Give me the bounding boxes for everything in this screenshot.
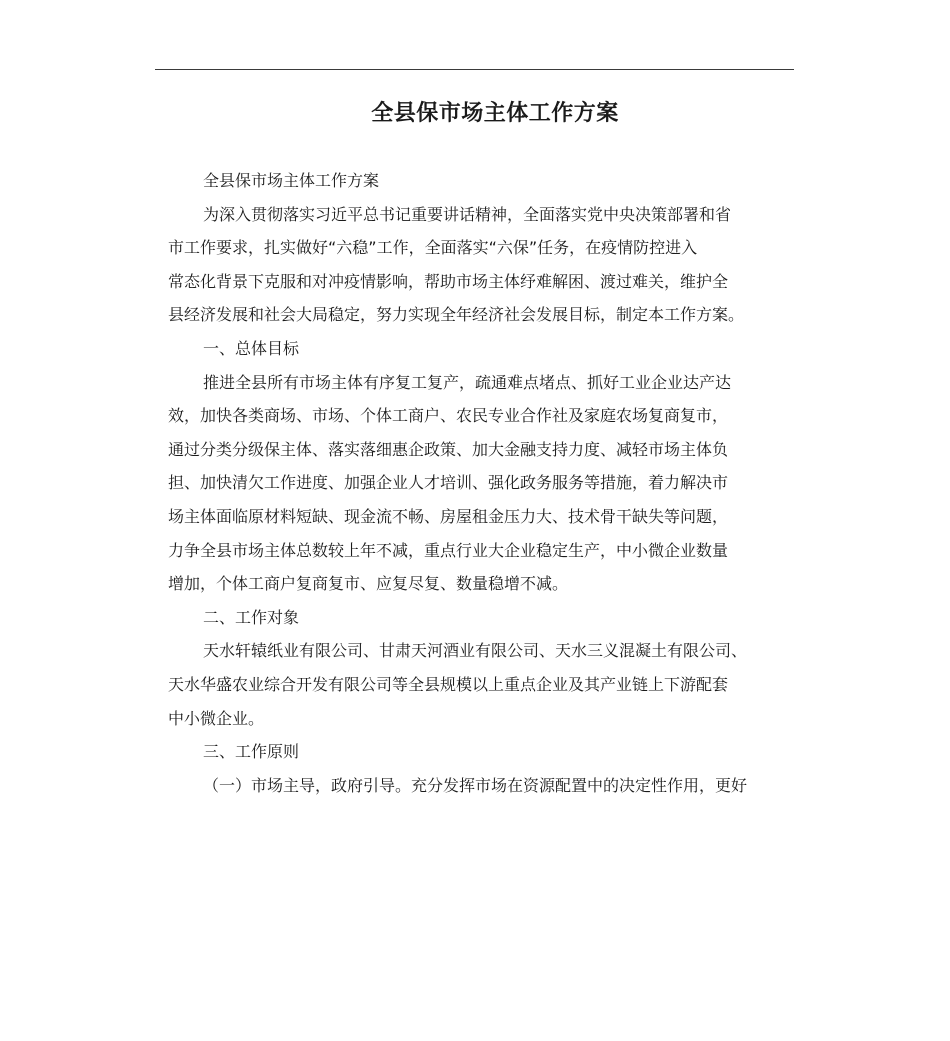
text-line: 推进全县所有市场主体有序复工复产，疏通难点堵点、抓好工业企业达产达 bbox=[203, 372, 732, 392]
text-line: 常态化背景下克服和对冲疫情影响，帮助市场主体纾难解困、渡过难关，维护全 bbox=[168, 271, 729, 291]
text-line: 力争全县市场主体总数较上年不减，重点行业大企业稳定生产，中小微企业数量 bbox=[168, 540, 729, 560]
text-line: 三、工作原则 bbox=[203, 742, 300, 762]
text-line: 担、加快清欠工作进度、加强企业人才培训、强化政务服务等措施，着力解决市 bbox=[168, 473, 729, 493]
text-line: 增加，个体工商户复商复市、应复尽复、数量稳增不减。 bbox=[168, 574, 569, 594]
document-title: 全县保市场主体工作方案 bbox=[371, 101, 619, 126]
text-line: 场主体面临原材料短缺、现金流不畅、房屋租金压力大、技术骨干缺失等问题， bbox=[168, 506, 729, 526]
text-line: 全县保市场主体工作方案 bbox=[203, 171, 380, 190]
text-line: 市工作要求，扎实做好“六稳”工作，全面落实“六保”任务，在疫情防控进入 bbox=[168, 238, 698, 258]
text-line: 效，加快各类商场、市场、个体工商户、农民专业合作社及家庭农场复商复市， bbox=[168, 406, 729, 426]
header-rule bbox=[155, 69, 794, 70]
text-line: 一、总体目标 bbox=[203, 338, 300, 358]
text-line: （一）市场主导，政府引导。充分发挥市场在资源配置中的决定性作用，更好 bbox=[203, 775, 748, 795]
text-line: 通过分类分级保主体、落实落细惠企政策、加大金融支持力度、减轻市场主体负 bbox=[168, 439, 729, 459]
text-line: 为深入贯彻落实习近平总书记重要讲话精神，全面落实党中央决策部署和省 bbox=[203, 204, 732, 224]
text-line: 天水华盛农业综合开发有限公司等全县规模以上重点企业及其产业链上下游配套 bbox=[168, 674, 729, 694]
document-body bbox=[168, 164, 796, 802]
text-line: 中小微企业。 bbox=[168, 708, 265, 728]
text-line: 二、工作对象 bbox=[203, 607, 300, 627]
text-line: 县经济发展和社会大局稳定，努力实现全年经济社会发展目标，制定本工作方案。 bbox=[168, 305, 745, 325]
text-line: 天水轩辕纸业有限公司、甘肃天河酒业有限公司、天水三义混凝土有限公司、 bbox=[203, 641, 748, 661]
